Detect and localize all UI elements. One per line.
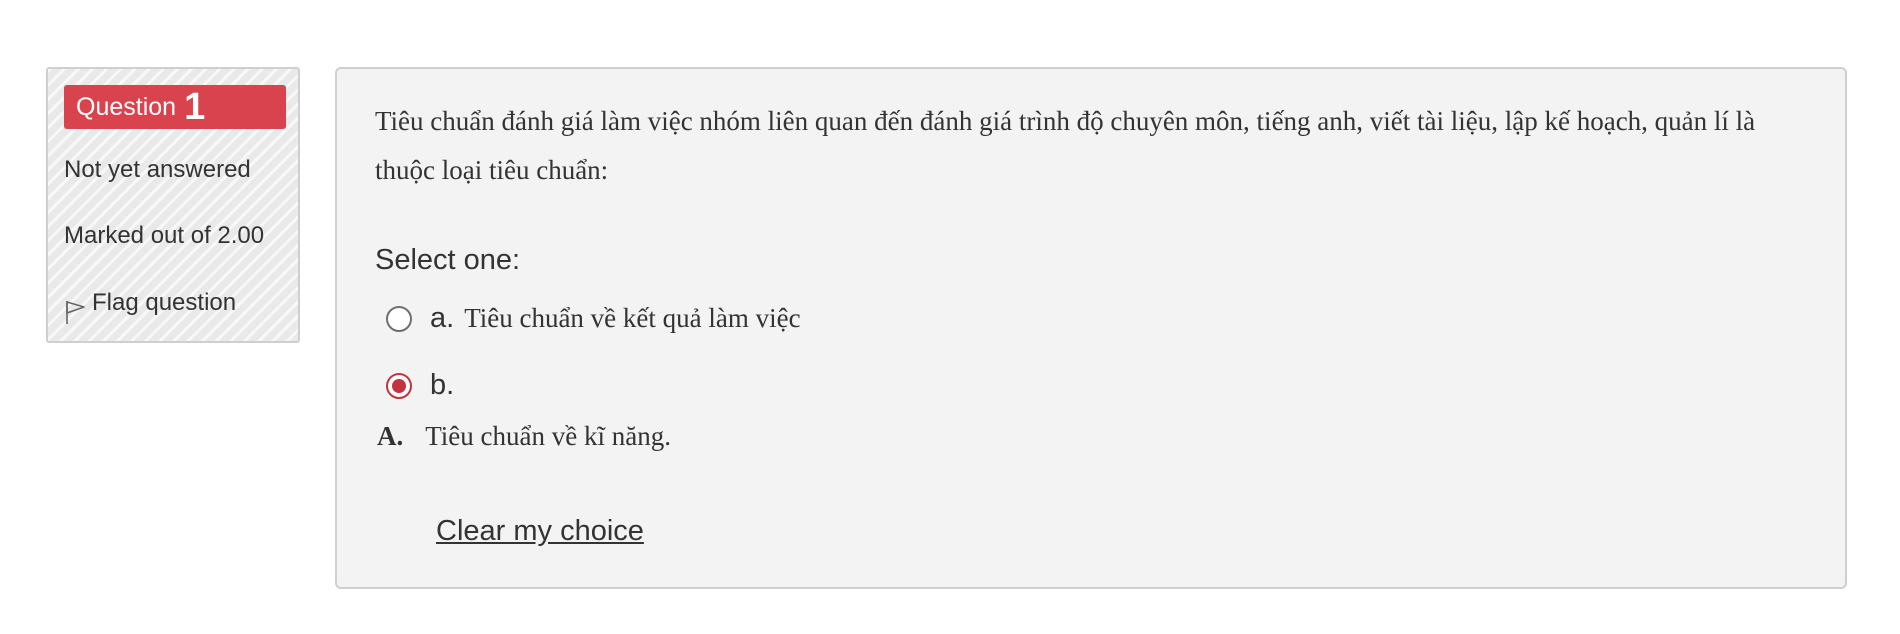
option-a-radio[interactable] [386,306,412,332]
option-b-radio[interactable] [386,373,412,399]
option-a-text: Tiêu chuẩn về kết quả làm việc [464,303,801,333]
option-b-answer-text [377,421,671,452]
option-b-sub-letter: A. [377,421,404,451]
question-label: Question [76,92,177,121]
question-state: Not yet answered [64,156,251,183]
flag-icon [64,299,86,325]
option-a-letter: a. [430,302,455,334]
answer-option-b[interactable] [386,369,464,402]
flag-question-link[interactable] [64,289,236,325]
option-b-sub-text: Tiêu chuẩn về kĩ năng. [425,421,671,451]
question-info-panel [46,67,300,343]
question-grade: Marked out of 2.00 [64,222,265,249]
option-b-letter: b. [430,369,455,401]
select-one-prompt: Select one: [375,244,521,276]
question-text: Tiêu chuẩn đánh giá làm việc nhóm liên quan đến đánh giá trình độ chuyên môn, tiếng anh, viết tài liệu, lập kế hoạch, quản lí là thuộc loại tiêu chuẩn: [375,106,1756,185]
flag-question-label: Flag question [92,289,237,316]
question-number-badge [64,85,286,129]
answer-option-a[interactable] [386,302,801,335]
question-number: 1 [184,86,206,128]
question-content [335,67,1847,589]
clear-choice-link[interactable]: Clear my choice [436,515,644,547]
